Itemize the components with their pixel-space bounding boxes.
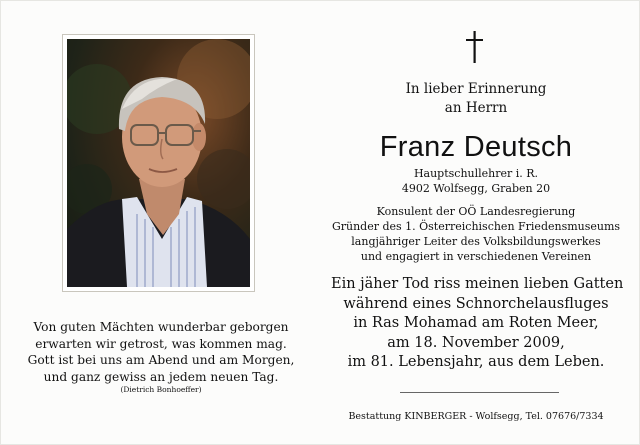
memory-line-1: In lieber Erinnerung xyxy=(405,81,547,97)
portrait-photo xyxy=(67,39,250,287)
honor-line: Gründer des 1. Österreichischen Friedensmuseums xyxy=(331,220,621,233)
verse-line: und ganz gewiss an jedem neuen Tag. xyxy=(43,369,279,384)
divider xyxy=(400,392,559,393)
deceased-name: Franz Deutsch xyxy=(379,131,573,163)
profession: Hauptschullehrer i. R. xyxy=(413,167,539,180)
verse-line: Gott ist bei uns am Abend und am Morgen, xyxy=(27,353,295,367)
honor-line: und engagiert in verschiedenen Vereinen xyxy=(360,250,592,263)
bonhoeffer-verse xyxy=(21,319,301,395)
verse-line: erwarten wir getrost, was kommen mag. xyxy=(35,336,287,351)
verse-author: (Dietrich Bonhoeffer) xyxy=(120,385,202,394)
funeral-home-footer: Bestattung KINBERGER - Wolfsegg, Tel. 07676/7334 xyxy=(348,411,604,422)
honor-line: Konsulent der OÖ Landesregierung xyxy=(376,205,576,218)
death-notice-line: am 18. November 2009, xyxy=(387,334,565,351)
death-notice-line: im 81. Lebensjahr, aus dem Leben. xyxy=(347,354,605,370)
portrait-illustration xyxy=(67,39,250,287)
death-notice-line: während eines Schnorchelausfluges xyxy=(343,295,609,312)
cross-icon xyxy=(463,31,487,63)
death-notice xyxy=(331,275,624,373)
death-notice-line: Ein jäher Tod riss meinen lieben Gatten xyxy=(331,276,624,292)
death-notice-line: in Ras Mohamad am Roten Meer, xyxy=(353,315,599,331)
memory-line-2: an Herrn xyxy=(444,100,508,116)
address: 4902 Wolfsegg, Graben 20 xyxy=(401,182,551,195)
portrait-frame xyxy=(62,34,255,292)
deceased-details xyxy=(331,166,621,196)
honors-list xyxy=(331,204,621,264)
memory-heading xyxy=(331,80,621,118)
honor-line: langjähriger Leiter des Volksbildungswerkes xyxy=(351,235,601,248)
verse-line: Von guten Mächten wunderbar geborgen xyxy=(33,320,289,334)
